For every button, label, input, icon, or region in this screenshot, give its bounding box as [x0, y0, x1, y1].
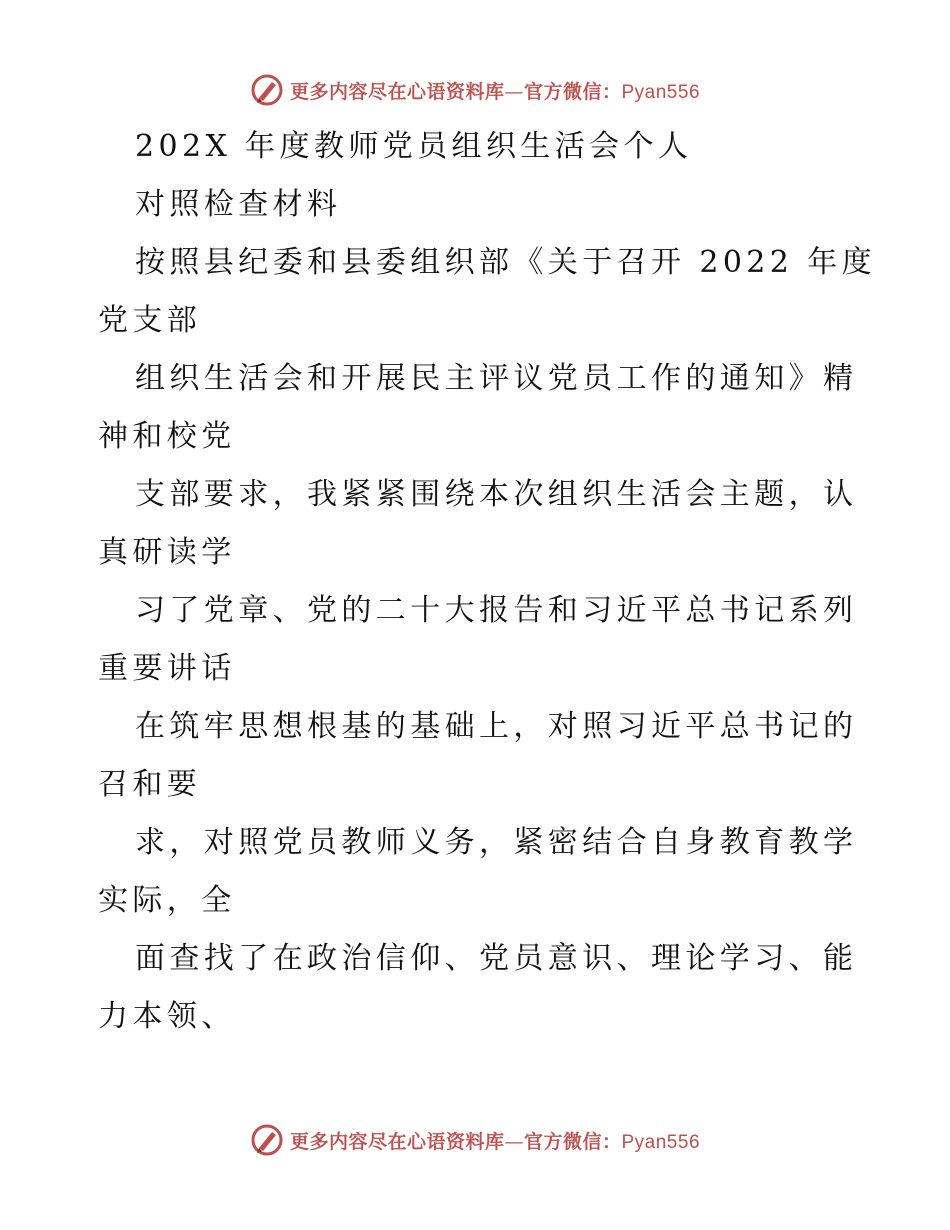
watermark-wechat-id: Pyan556	[621, 1131, 701, 1153]
watermark-text-left: 更多内容尽在心语资料库	[289, 1130, 505, 1153]
text-line: 力本领、	[98, 999, 236, 1034]
text-line: 202X 年度教师党员组织生活会个人	[135, 129, 693, 164]
pen-logo-icon	[250, 73, 284, 107]
watermark-separator: —	[504, 1130, 524, 1153]
text-line: 按照县纪委和县委组织部《关于召开 2022 年度	[135, 245, 877, 280]
footer-watermark	[0, 1120, 950, 1160]
text-line: 习了党章、党的二十大报告和习近平总书记系列	[135, 593, 858, 628]
text-line: 对照检查材料	[135, 187, 342, 222]
header-watermark	[0, 70, 950, 110]
watermark-text-left: 更多内容尽在心语资料库	[289, 80, 505, 103]
watermark-text-right: 官方微信：	[523, 80, 622, 103]
watermark-wechat-id: Pyan556	[621, 81, 701, 103]
text-line: 实际，全	[98, 883, 236, 918]
text-line: 支部要求，我紧紧围绕本次组织生活会主题，认	[135, 477, 858, 512]
text-line: 神和校党	[98, 419, 236, 454]
text-line: 真研读学	[98, 535, 236, 570]
watermark-separator: —	[504, 80, 524, 103]
text-line: 组织生活会和开展民主评议党员工作的通知》精	[135, 361, 858, 396]
document-body	[98, 128, 877, 1056]
text-line: 面查找了在政治信仰、党员意识、理论学习、能	[135, 941, 858, 976]
text-line: 召和要	[98, 767, 202, 802]
text-line: 求，对照党员教师义务，紧密结合自身教育教学	[135, 825, 858, 860]
pen-logo-icon	[250, 1123, 284, 1157]
text-line: 党支部	[98, 303, 202, 338]
watermark-text-right: 官方微信：	[523, 1130, 622, 1153]
text-line: 在筑牢思想根基的基础上，对照习近平总书记的	[135, 709, 858, 744]
text-line: 重要讲话	[98, 651, 236, 686]
